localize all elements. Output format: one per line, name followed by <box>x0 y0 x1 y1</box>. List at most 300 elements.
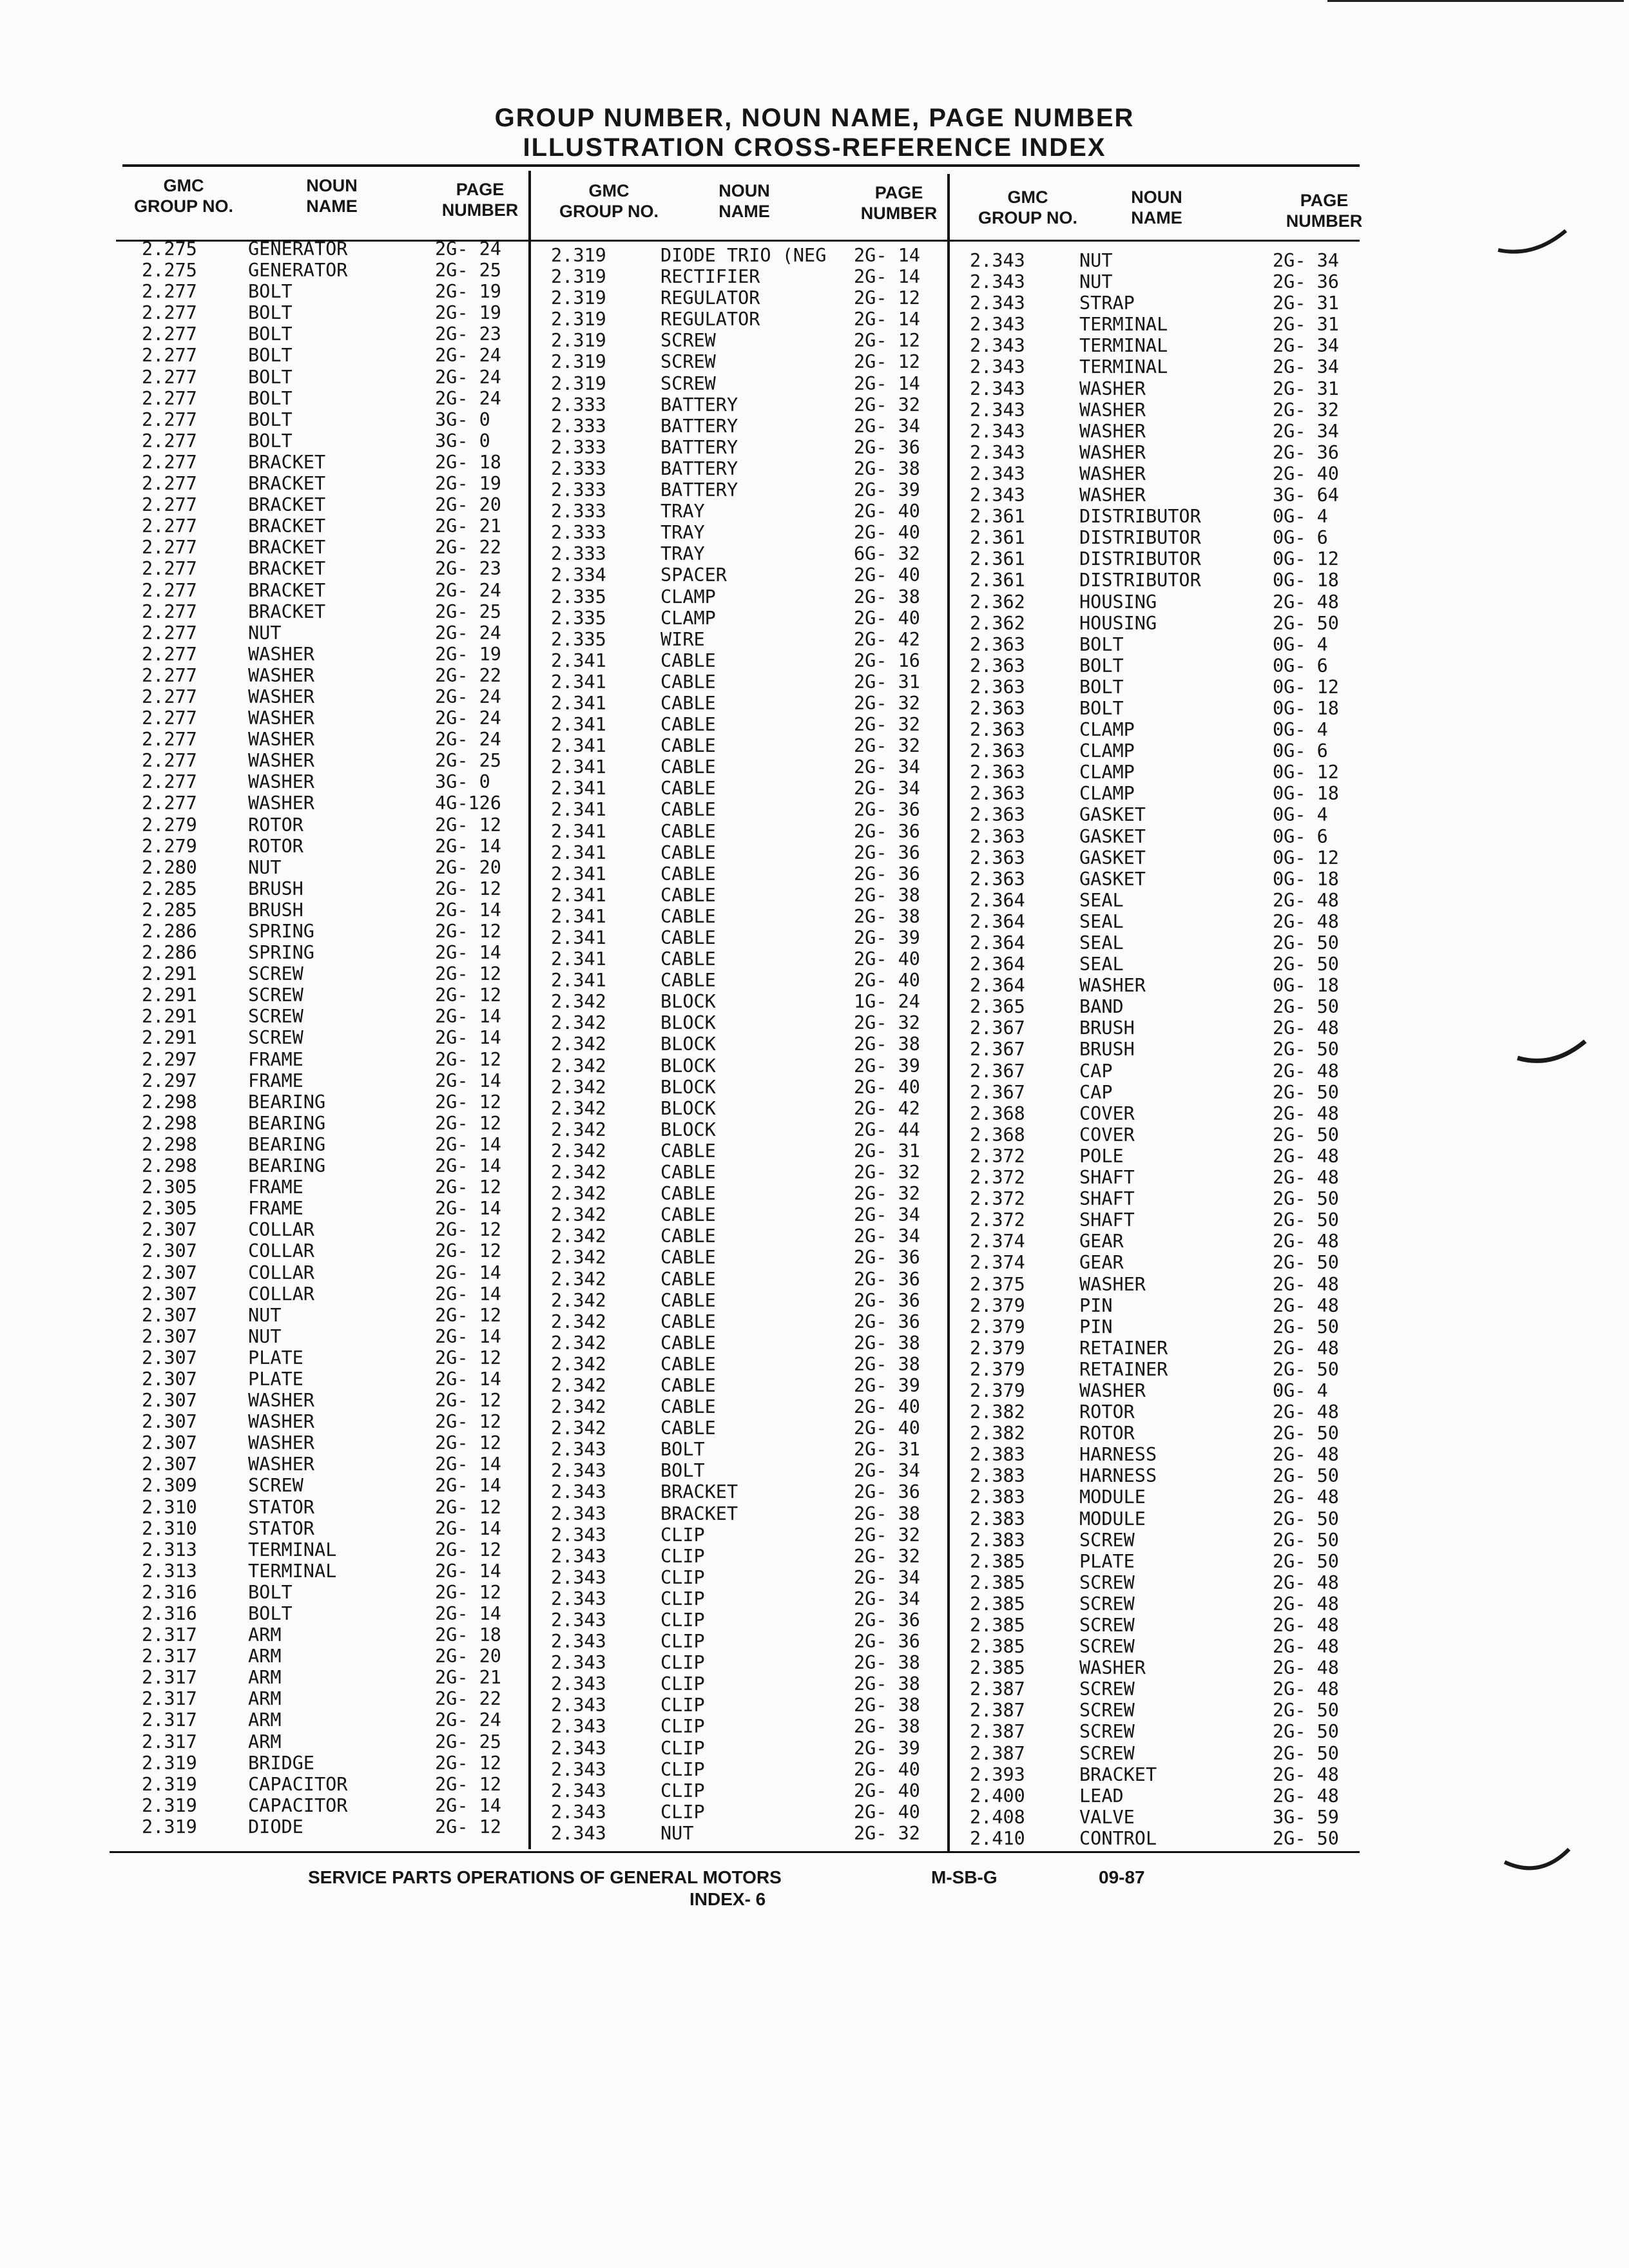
group-number: 2.310 <box>142 1496 197 1518</box>
page-number: 2G- 14 <box>435 1070 501 1091</box>
noun-name: COLLAR <box>248 1240 314 1262</box>
page-number: 2G- 39 <box>854 1055 920 1077</box>
page-number: 2G- 48 <box>1273 1615 1339 1636</box>
index-row <box>551 586 944 608</box>
index-row <box>551 1055 944 1077</box>
noun-name: CLIP <box>660 1631 705 1653</box>
noun-name: FRAME <box>248 1198 304 1220</box>
index-row <box>142 515 528 537</box>
page-number: 2G- 32 <box>854 692 920 714</box>
page-number: 2G- 34 <box>854 778 920 800</box>
page-number: 2G- 12 <box>435 1581 501 1603</box>
page-number: 2G- 31 <box>1273 293 1339 314</box>
page-number: 2G- 12 <box>435 1240 501 1262</box>
noun-name: FRAME <box>248 1177 304 1198</box>
page-number: 2G- 12 <box>435 1304 501 1326</box>
group-number: 2.341 <box>551 841 606 863</box>
page-number: 2G- 32 <box>854 1545 920 1567</box>
noun-name: CABLE <box>660 714 716 736</box>
noun-name: BLOCK <box>660 1033 716 1055</box>
page-number: 2G- 25 <box>435 1731 501 1753</box>
group-number: 2.342 <box>551 1289 606 1311</box>
index-row <box>551 1588 944 1610</box>
group-number: 2.343 <box>551 1695 606 1716</box>
index-row <box>551 1631 944 1652</box>
page-number: 2G- 12 <box>435 1390 501 1412</box>
group-number: 2.333 <box>551 415 606 437</box>
noun-name: MODULE <box>1079 1508 1146 1530</box>
noun-name: BLOCK <box>660 991 716 1013</box>
noun-name: BOLT <box>248 387 293 409</box>
noun-name: BEARING <box>248 1112 326 1134</box>
group-number: 2.343 <box>551 1588 606 1610</box>
index-row <box>970 1231 1369 1252</box>
group-number: 2.343 <box>551 1481 606 1503</box>
page-number: 2G- 48 <box>1273 591 1339 613</box>
page-number: 2G- 38 <box>854 1695 920 1716</box>
index-row <box>970 975 1369 996</box>
index-row <box>970 1316 1369 1338</box>
group-number: 2.367 <box>970 1081 1025 1103</box>
noun-name: RETAINER <box>1079 1358 1168 1380</box>
noun-name: WASHER <box>248 1432 314 1454</box>
group-number: 2.379 <box>970 1316 1025 1338</box>
page-number: 0G- 6 <box>1273 527 1328 549</box>
noun-name: CLIP <box>660 1695 705 1716</box>
noun-name: BRIDGE <box>248 1752 314 1774</box>
index-row <box>142 1390 528 1411</box>
group-number: 2.341 <box>551 778 606 800</box>
col2-page-header: PAGE NUMBER <box>860 183 938 223</box>
col3-group-header: GMC GROUP NO. <box>978 187 1078 227</box>
index-row <box>142 1709 528 1731</box>
page-number: 2G- 22 <box>435 537 501 559</box>
group-number: 2.307 <box>142 1454 197 1475</box>
group-number: 2.342 <box>551 1055 606 1077</box>
noun-name: DISTRIBUTOR <box>1079 527 1201 549</box>
page-number: 0G- 18 <box>1273 783 1339 805</box>
col3-noun-header: NOUN NAME <box>1131 187 1182 227</box>
noun-name: CABLE <box>660 927 716 948</box>
index-row <box>970 847 1369 869</box>
noun-name: WASHER <box>248 771 314 793</box>
group-number: 2.362 <box>970 612 1025 634</box>
noun-name: SCREW <box>1079 1678 1135 1700</box>
index-row <box>970 1423 1369 1444</box>
group-number: 2.385 <box>970 1593 1025 1615</box>
group-number: 2.385 <box>970 1615 1025 1636</box>
index-row <box>142 1753 528 1774</box>
noun-name: CAPACITOR <box>248 1773 348 1795</box>
noun-name: CLAMP <box>1079 783 1135 805</box>
index-row <box>142 430 528 452</box>
noun-name: LEAD <box>1079 1785 1124 1807</box>
noun-name: SCREW <box>660 330 716 352</box>
group-number: 2.363 <box>970 825 1025 847</box>
index-row <box>551 948 944 970</box>
noun-name: DISTRIBUTOR <box>1079 548 1201 570</box>
noun-name: REGULATOR <box>660 287 760 309</box>
group-number: 2.343 <box>970 335 1025 357</box>
group-number: 2.277 <box>142 345 197 367</box>
group-number: 2.341 <box>551 649 606 671</box>
group-number: 2.364 <box>970 889 1025 911</box>
page-number: 2G- 50 <box>1273 1423 1339 1445</box>
group-number: 2.319 <box>551 351 606 373</box>
index-row <box>970 613 1369 634</box>
page-number: 2G- 24 <box>435 729 501 751</box>
page-number: 2G- 14 <box>435 835 501 857</box>
index-row <box>142 1411 528 1432</box>
group-number: 2.342 <box>551 1012 606 1034</box>
group-number: 2.316 <box>142 1581 197 1603</box>
page-number: 2G- 50 <box>1273 1039 1339 1061</box>
group-number: 2.383 <box>970 1465 1025 1487</box>
noun-name: ROTOR <box>248 814 304 836</box>
page-number: 2G- 38 <box>854 1503 920 1524</box>
group-number: 2.372 <box>970 1167 1025 1189</box>
group-number: 2.343 <box>970 293 1025 314</box>
noun-name: WASHER <box>1079 485 1146 506</box>
page-number: 2G- 19 <box>435 473 501 495</box>
noun-name: ROTOR <box>1079 1401 1135 1423</box>
noun-name: NUT <box>660 1822 694 1844</box>
index-row <box>551 309 944 330</box>
noun-name: WASHER <box>1079 1379 1146 1401</box>
index-row <box>551 1204 944 1225</box>
page-number: 2G- 34 <box>854 1460 920 1482</box>
group-number: 2.341 <box>551 799 606 821</box>
page-number: 2G- 50 <box>1273 1252 1339 1274</box>
index-row <box>142 1539 528 1561</box>
page-number: 2G- 32 <box>854 1822 920 1844</box>
index-row <box>970 1828 1369 1849</box>
page-number: 2G- 22 <box>435 664 501 686</box>
index-row <box>142 302 528 323</box>
index-row <box>551 1119 944 1140</box>
page-number: 0G- 18 <box>1273 975 1339 997</box>
group-number: 2.383 <box>970 1444 1025 1466</box>
page-number: 2G- 38 <box>854 1652 920 1674</box>
page-number: 2G- 38 <box>854 457 920 479</box>
group-number: 2.375 <box>970 1273 1025 1295</box>
noun-name: CABLE <box>660 1311 716 1332</box>
index-row <box>970 1486 1369 1508</box>
page-number: 2G- 12 <box>435 985 501 1006</box>
page-number: 2G- 50 <box>1273 932 1339 954</box>
noun-name: BOLT <box>248 1581 293 1603</box>
noun-name: BLOCK <box>660 1012 716 1034</box>
noun-name: BATTERY <box>660 436 738 458</box>
group-number: 2.277 <box>142 281 197 303</box>
noun-name: CAP <box>1079 1060 1113 1082</box>
index-row <box>970 250 1369 271</box>
index-row <box>970 890 1369 911</box>
noun-name: CABLE <box>660 905 716 927</box>
page-number: 2G- 38 <box>854 884 920 906</box>
index-row <box>142 1219 528 1240</box>
index-row <box>551 1673 944 1695</box>
noun-name: NUT <box>248 1304 282 1326</box>
noun-name: STATOR <box>248 1517 314 1539</box>
group-number: 2.343 <box>970 463 1025 485</box>
index-row <box>970 804 1369 825</box>
index-row <box>142 1432 528 1454</box>
group-number: 2.333 <box>551 501 606 523</box>
page-number: 2G- 48 <box>1273 1678 1339 1700</box>
group-number: 2.363 <box>970 804 1025 826</box>
index-row <box>142 323 528 345</box>
index-row <box>551 1269 944 1290</box>
noun-name: BOLT <box>248 1603 293 1624</box>
noun-name: RETAINER <box>1079 1337 1168 1359</box>
noun-name: PIN <box>1079 1294 1113 1316</box>
noun-name: CLIP <box>660 1716 705 1738</box>
noun-name: GASKET <box>1079 804 1146 826</box>
group-number: 2.334 <box>551 564 606 586</box>
index-row <box>551 863 944 885</box>
page-number: 0G- 6 <box>1273 655 1328 677</box>
page-number: 2G- 12 <box>435 1048 501 1070</box>
group-number: 2.372 <box>970 1188 1025 1210</box>
group-number: 2.374 <box>970 1231 1025 1253</box>
index-row <box>551 1503 944 1524</box>
noun-name: CABLE <box>660 735 716 757</box>
page-number: 2G- 40 <box>854 970 920 992</box>
group-number: 2.363 <box>970 633 1025 655</box>
noun-name: WASHER <box>248 707 314 729</box>
group-number: 2.307 <box>142 1304 197 1326</box>
index-row <box>970 1636 1369 1657</box>
noun-name: BRACKET <box>660 1503 738 1524</box>
group-number: 2.285 <box>142 878 197 899</box>
page-number: 2G- 12 <box>854 287 920 309</box>
page-number: 2G- 22 <box>435 1688 501 1710</box>
index-row <box>551 629 944 650</box>
index-row <box>970 1017 1369 1039</box>
group-number: 2.298 <box>142 1112 197 1134</box>
col2-group-header: GMC GROUP NO. <box>559 181 659 221</box>
page-number: 2G- 48 <box>1273 1486 1339 1508</box>
noun-name: WASHER <box>248 686 314 707</box>
index-row <box>551 1375 944 1396</box>
group-number: 2.387 <box>970 1700 1025 1722</box>
group-number: 2.298 <box>142 1155 197 1177</box>
page-number: 2G- 36 <box>854 1268 920 1290</box>
index-row <box>142 729 528 750</box>
page-number: 2G- 25 <box>435 260 501 282</box>
noun-name: CABLE <box>660 820 716 842</box>
index-row <box>970 1167 1369 1188</box>
noun-name: COVER <box>1079 1102 1135 1124</box>
group-number: 2.393 <box>970 1763 1025 1785</box>
noun-name: WASHER <box>248 1454 314 1475</box>
page-number: 2G- 14 <box>435 942 501 964</box>
index-row <box>970 911 1369 932</box>
group-number: 2.379 <box>970 1379 1025 1401</box>
group-number: 2.363 <box>970 676 1025 698</box>
noun-name: TRAY <box>660 501 705 523</box>
index-row <box>970 1061 1369 1082</box>
noun-name: SCREW <box>1079 1721 1135 1743</box>
page-number: 2G- 50 <box>1273 1358 1339 1380</box>
index-row <box>551 1225 944 1247</box>
page-number: 2G- 36 <box>854 841 920 863</box>
group-number: 2.342 <box>551 1418 606 1439</box>
group-number: 2.363 <box>970 719 1025 741</box>
group-number: 2.305 <box>142 1198 197 1220</box>
index-row <box>142 345 528 366</box>
table-bottom-rule <box>110 1851 1360 1853</box>
group-number: 2.341 <box>551 820 606 842</box>
page-number: 2G- 25 <box>435 601 501 622</box>
index-row <box>142 409 528 430</box>
noun-name: BAND <box>1079 996 1124 1018</box>
index-row <box>551 416 944 437</box>
group-number: 2.363 <box>970 697 1025 719</box>
page-number: 2G- 50 <box>1273 612 1339 634</box>
noun-name: NUT <box>1079 271 1113 293</box>
index-row <box>142 921 528 942</box>
noun-name: BOLT <box>248 430 293 452</box>
noun-name: SHAFT <box>1079 1209 1135 1231</box>
noun-name: SCREW <box>660 372 716 394</box>
group-number: 2.343 <box>551 1566 606 1588</box>
group-number: 2.277 <box>142 601 197 622</box>
page-number: 2G- 36 <box>1273 271 1339 293</box>
noun-name: CLAMP <box>1079 740 1135 762</box>
group-number: 2.343 <box>551 1524 606 1546</box>
noun-name: FRAME <box>248 1070 304 1091</box>
index-row <box>551 287 944 309</box>
page-number: 2G- 31 <box>854 1140 920 1162</box>
group-number: 2.385 <box>970 1657 1025 1679</box>
index-row <box>551 1460 944 1481</box>
page-number: 2G- 40 <box>854 1076 920 1098</box>
index-row <box>142 1795 528 1816</box>
page-number: 2G- 32 <box>854 394 920 416</box>
noun-name: CABLE <box>660 970 716 992</box>
noun-name: BEARING <box>248 1155 326 1177</box>
group-number: 2.307 <box>142 1219 197 1241</box>
group-number: 2.280 <box>142 856 197 878</box>
group-number: 2.277 <box>142 579 197 601</box>
noun-name: ROTOR <box>1079 1423 1135 1445</box>
index-row <box>970 1188 1369 1209</box>
index-row <box>970 740 1369 762</box>
page-number: 2G- 39 <box>854 1737 920 1759</box>
index-row <box>970 1785 1369 1807</box>
noun-name: WASHER <box>248 1390 314 1412</box>
index-row <box>551 1546 944 1567</box>
noun-name: CABLE <box>660 778 716 800</box>
noun-name: ARM <box>248 1646 282 1667</box>
page-number: 2G- 50 <box>1273 1508 1339 1530</box>
group-number: 2.307 <box>142 1347 197 1369</box>
page-number: 2G- 50 <box>1273 1209 1339 1231</box>
page-number: 2G- 23 <box>435 558 501 580</box>
page-number: 2G- 18 <box>435 451 501 473</box>
page-number: 2G- 32 <box>854 735 920 757</box>
page-number: 0G- 6 <box>1273 740 1328 762</box>
index-row <box>142 473 528 494</box>
col1-page-header: PAGE NUMBER <box>441 180 519 220</box>
group-number: 2.277 <box>142 771 197 793</box>
group-number: 2.343 <box>970 485 1025 506</box>
group-number: 2.275 <box>142 238 197 260</box>
noun-name: WASHER <box>1079 441 1146 463</box>
group-number: 2.286 <box>142 942 197 964</box>
index-row <box>551 778 944 799</box>
page-number: 2G- 39 <box>854 927 920 948</box>
index-row <box>551 906 944 927</box>
binder-hole-mark <box>1514 1037 1592 1082</box>
group-number: 2.342 <box>551 1311 606 1332</box>
index-row <box>970 1764 1369 1785</box>
page-number: 2G- 38 <box>854 1332 920 1354</box>
index-row <box>551 1098 944 1119</box>
index-row <box>970 591 1369 613</box>
group-number: 2.382 <box>970 1401 1025 1423</box>
group-number: 2.363 <box>970 762 1025 783</box>
page-number: 2G- 12 <box>435 1177 501 1198</box>
group-number: 2.343 <box>970 441 1025 463</box>
page-number: 2G- 24 <box>435 366 501 388</box>
page-number: 0G- 4 <box>1273 1379 1328 1401</box>
page-number: 0G- 6 <box>1273 825 1328 847</box>
noun-name: ARM <box>248 1688 282 1710</box>
index-row <box>142 942 528 963</box>
group-number: 2.319 <box>142 1816 197 1838</box>
group-number: 2.277 <box>142 366 197 388</box>
footer-org: SERVICE PARTS OPERATIONS OF GENERAL MOTORS <box>308 1867 782 1887</box>
noun-name: BLOCK <box>660 1055 716 1077</box>
page-number: 2G- 16 <box>854 649 920 671</box>
page-number: 0G- 18 <box>1273 570 1339 591</box>
index-row <box>970 570 1369 591</box>
index-row <box>970 762 1369 783</box>
page-number: 2G- 24 <box>435 387 501 409</box>
index-row <box>142 1283 528 1305</box>
noun-name: BRACKET <box>248 558 326 580</box>
page-number: 2G- 19 <box>435 643 501 665</box>
page-number: 2G- 42 <box>854 1097 920 1119</box>
page-number: 2G- 40 <box>854 1758 920 1780</box>
noun-name: CLIP <box>660 1780 705 1802</box>
index-row <box>551 1012 944 1033</box>
page-number: 2G- 36 <box>854 1289 920 1311</box>
group-number: 2.343 <box>970 271 1025 293</box>
index-row <box>142 1155 528 1177</box>
noun-name: BRACKET <box>660 1481 738 1503</box>
index-row <box>551 1332 944 1354</box>
page-number: 2G- 48 <box>1273 1102 1339 1124</box>
index-row <box>551 1439 944 1460</box>
noun-name: PLATE <box>248 1368 304 1390</box>
index-row <box>142 985 528 1006</box>
page-number: 2G- 12 <box>435 1112 501 1134</box>
group-number: 2.343 <box>551 1716 606 1738</box>
page-number: 2G- 48 <box>1273 1337 1339 1359</box>
noun-name: GASKET <box>1079 825 1146 847</box>
group-number: 2.341 <box>551 948 606 970</box>
page-number: 2G- 14 <box>435 1262 501 1283</box>
noun-name: WASHER <box>1079 420 1146 442</box>
group-number: 2.379 <box>970 1358 1025 1380</box>
noun-name: BOLT <box>660 1460 705 1482</box>
noun-name: SCREW <box>1079 1593 1135 1615</box>
index-row <box>142 558 528 579</box>
